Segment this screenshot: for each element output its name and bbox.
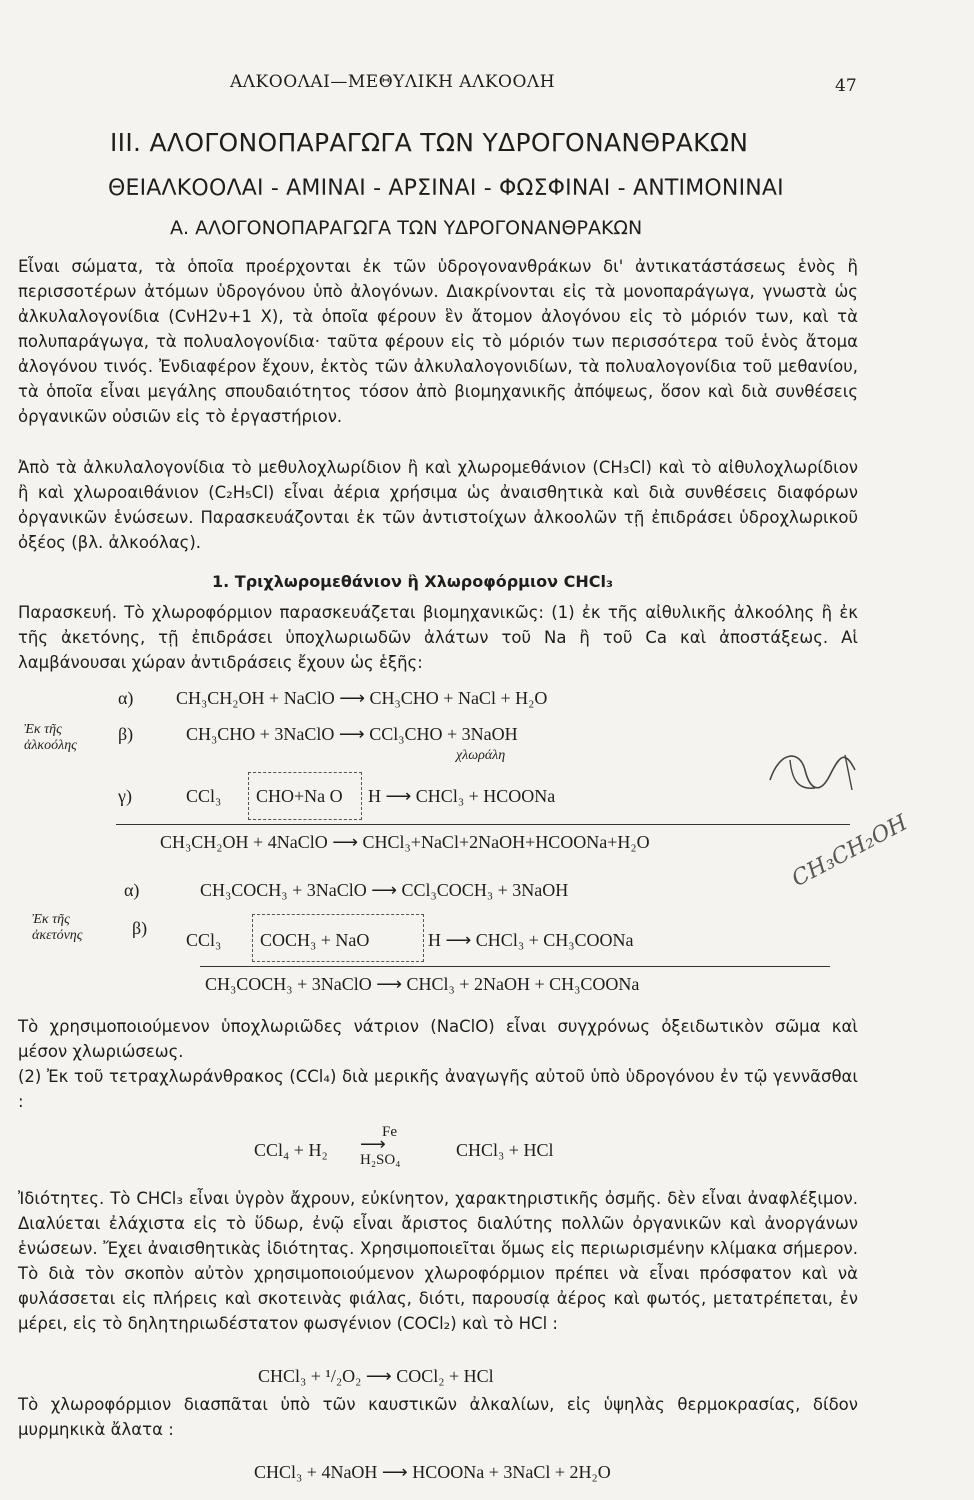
alkali-paragraph: Τὸ χλωροφόρμιον διασπᾶται ὑπὸ τῶν καυστικῶν ἀλκαλίων, εἰς ὑψηλὰς θερμοκρασίας, δίδον μυρμηκικὰ ἄλατα : <box>18 1395 858 1439</box>
ccl4-paragraph: (2) Ἐκ τοῦ τετραχλωράνθρακος (CCl₄) διὰ μερικῆς ἀναγωγῆς αὐτοῦ ὑπὸ ὑδρογόνου ἐν τῷ γεννᾶσθαι : <box>18 1067 858 1111</box>
acetone-letter-a: α) <box>124 880 140 900</box>
ccl4-reaction-right: CHCl₃ + HCl <box>456 1140 554 1160</box>
sum-rule <box>116 824 850 825</box>
alcohol-overall-reaction: CH₃CH₂OH + 4NaClO ⟶ CHCl₃+NaCl+2NaOH+HCOONa+H₂O <box>160 832 650 852</box>
acetone-letter-b: β) <box>132 918 148 938</box>
acetone-reaction-b-right: H ⟶ CHCl₃ + CH₃COONa <box>428 930 634 950</box>
alcohol-label <box>24 722 77 754</box>
catalyst-fe: Fe <box>382 1124 397 1140</box>
catalyst-h2so4: H₂SO₄ <box>360 1152 401 1168</box>
reaction-letter-a: α) <box>118 688 134 708</box>
intro-paragraph: Εἶναι σώματα, τὰ ὁποῖα προέρχονται ἐκ τῶν ὑδρογονανθράκων δι' ἀντικατάστάσεως ἑνὸς ἢ περισσοτέρων ἀτόμων ὑδρογόνου ὑπὸ ἀλογόνων. Διακρίνονται εἰς τὰ μονοπαράγωγα, γνωστὰ ὡς ἀλκυλαλογονίδια (CνH2ν+1 X), τὰ ὁποῖα φέρουν ἓν ἄτομον ἀλογόνου εἰς τὸ μόριόν των, καὶ τὰ πολυπαράγωγα, τὰ πολυαλογονίδια· ταῦτα φέρουν εἰς τὸ μόριόν των περισσότερα τοῦ ἑνὸς ἄτομα ἀλογόνου τινός. Ἐνδιαφέρον ἔχουν, ἐκτὸς τῶν ἀλκυλαλογονιδίων, τὰ πολυαλογονίδια τοῦ μεθανίου, τὰ ὁποῖα εἶναι μεγάλης σπουδαιότητος τόσον ἀπὸ βιομηχανικῆς ἀπόψεως, ὅσον καὶ διὰ συνθέσεις ὀργανικῶν οὐσιῶν εἰς τὸ ἐργαστήριον. <box>18 257 858 426</box>
ccl4-reaction-left: CCl₄ + H₂ <box>254 1140 328 1160</box>
reaction-arrow: ⟶ <box>360 1134 386 1154</box>
naclo-paragraph: Τὸ χρησιμοποιούμενον ὑποχλωριῶδες νάτριον (NaClO) εἶναι συγχρόνως ὀξειδωτικὸν σῶμα καὶ μέσον χλωριώσεως. <box>18 1017 858 1061</box>
sum-rule-2 <box>200 966 830 967</box>
alcohol-reaction-g-left: CCl₃ <box>186 786 222 806</box>
preparation-paragraph: Παρασκευή. Τὸ χλωροφόρμιον παρασκευάζεται βιομηχανικῶς: (1) ἐκ τῆς αἰθυλικῆς ἀλκοόλης ἢ ἐκ τῆς ἀκετόνης, τῇ ἐπιδράσει ὑποχλωριωδῶν ἀλάτων τοῦ Na ἢ τοῦ Ca καὶ ἀποστάξεως. Αἱ λαμβάνουσαι χώραν ἀντιδράσεις ἔχουν ὡς ἑξῆς: <box>18 603 858 672</box>
section-a-heading: Α. ΑΛΟΓΟΝΟΠΑΡΑΓΩΓΑ ΤΩΝ ΥΔΡΟΓΟΝΑΝΘΡΑΚΩΝ <box>170 217 643 239</box>
acetone-label <box>32 912 82 944</box>
phosgene-reaction: CHCl₃ + ¹/₂O₂ ⟶ COCl₂ + HCl <box>258 1366 494 1386</box>
acetone-reaction-b-box: COCH₃ + NaO <box>260 930 370 950</box>
acetone-reaction-a: CH₃COCH₃ + 3NaClO ⟶ CCl₃COCH₃ + 3NaOH <box>200 880 569 900</box>
alcohol-reaction-a: CH₃CH₂OH + NaClO ⟶ CH₃CHO + NaCl + H₂O <box>176 688 548 708</box>
alcohol-reaction-g-right: H ⟶ CHCl₃ + HCOONa <box>368 786 556 806</box>
acetone-label-line-1: Ἐκ τῆς <box>32 912 70 927</box>
section-1-title: 1. Τριχλωρομεθάνιον ἢ Χλωροφόρμιον CHCl₃ <box>212 572 614 591</box>
alkali-reaction: CHCl₃ + 4NaOH ⟶ HCOONa + 3NaCl + 2H₂O <box>254 1462 611 1482</box>
reaction-letter-g: γ) <box>118 786 132 806</box>
chapter-heading: III. ΑΛΟΓΟΝΟΠΑΡΑΓΩΓΑ ΤΩΝ ΥΔΡΟΓΟΝΑΝΘΡΑΚΩΝ <box>110 128 749 157</box>
intro-paragraph-2: Ἀπὸ τὰ ἀλκυλαλογονίδια τὸ μεθυλοχλωρίδιον ἢ καὶ χλωρομεθάνιον (CH₃Cl) καὶ τὸ αἰθυλοχλωρίδιον ἢ καὶ χλωροαιθάνιον (C₂H₅Cl) εἶναι ἀέρια χρήσιμα ὡς ἀναισθητικὰ καὶ διὰ συνθέσεις διαφόρων ὀργανικῶν ἑνώσεων. Παρασκευάζονται ἐκ τῶν ἀντιστοίχων ἀλκοολῶν τῇ ἐπιδράσει ὑδροχλωρικοῦ ὀξέος (βλ. ἀλκοόλας). <box>18 458 858 552</box>
alcohol-reaction-b: CH₃CHO + 3NaClO ⟶ CCl₃CHO + 3NaOH <box>186 724 518 744</box>
alcohol-reaction-g-box: CHO+Na O <box>256 786 343 806</box>
page-number: 47 <box>835 76 857 96</box>
alcohol-label-line-1: Ἐκ τῆς <box>24 722 62 737</box>
handwritten-scribble <box>760 740 870 810</box>
acetone-label-line-2: ἀκετόνης <box>32 928 83 943</box>
alcohol-label-line-2: ἀλκοόλης <box>24 738 77 753</box>
chloral-note: χλωράλη <box>456 748 506 763</box>
acetone-reaction-b-left: CCl₃ <box>186 930 222 950</box>
running-title: ΑΛΚΟΟΛΑΙ—ΜΕΘΥΛΙΚΗ ΑΛΚΟΟΛΗ <box>230 72 556 92</box>
handwritten-note: CH₃CH₂OH <box>788 810 912 893</box>
properties-paragraph: Ἰδιότητες. Τὸ CHCl₃ εἶναι ὑγρὸν ἄχρουν, εὐκίνητον, χαρακτηριστικῆς ὀσμῆς. δὲν εἶναι ἀναφλέξιμον. Διαλύεται ἐλάχιστα εἰς τὸ ὕδωρ, ἐνῷ εἶναι ἄριστος διαλύτης πολλῶν ὀργανικῶν καὶ ἀνοργάνων ἑνώσεων. Ἔχει ἀναισθητικὰς ἰδιότητας. Χρησιμοποιεῖται ὅμως εἰς περιωρισμένην κλίμακα σήμερον. Τὸ διὰ τὸν σκοπὸν αὐτὸν χρησιμοποιούμενον χλωροφόρμιον πρέπει νὰ εἶναι πρόσφατον καὶ νὰ φυλάσσεται εἰς πλήρεις καὶ σκοτεινὰς φιάλας, διότι, παρουσίᾳ ἀέρος καὶ φωτός, μετατρέπεται, ἐν μέρει, εἰς τὸ δηλητηριωδέστατον φωσγένιον (COCl₂) καὶ τὸ HCl : <box>18 1189 858 1333</box>
chapter-subtitle: ΘΕΙΑΛΚΟΟΛΑΙ - ΑΜΙΝΑΙ - ΑΡΣΙΝΑΙ - ΦΩΣΦΙΝΑΙ - ΑΝΤΙΜΟΝΙΝΑΙ <box>108 176 784 201</box>
acetone-overall-reaction: CH₃COCH₃ + 3NaClO ⟶ CHCl₃ + 2NaOH + CH₃COONa <box>205 974 640 994</box>
reaction-letter-b: β) <box>118 724 134 744</box>
